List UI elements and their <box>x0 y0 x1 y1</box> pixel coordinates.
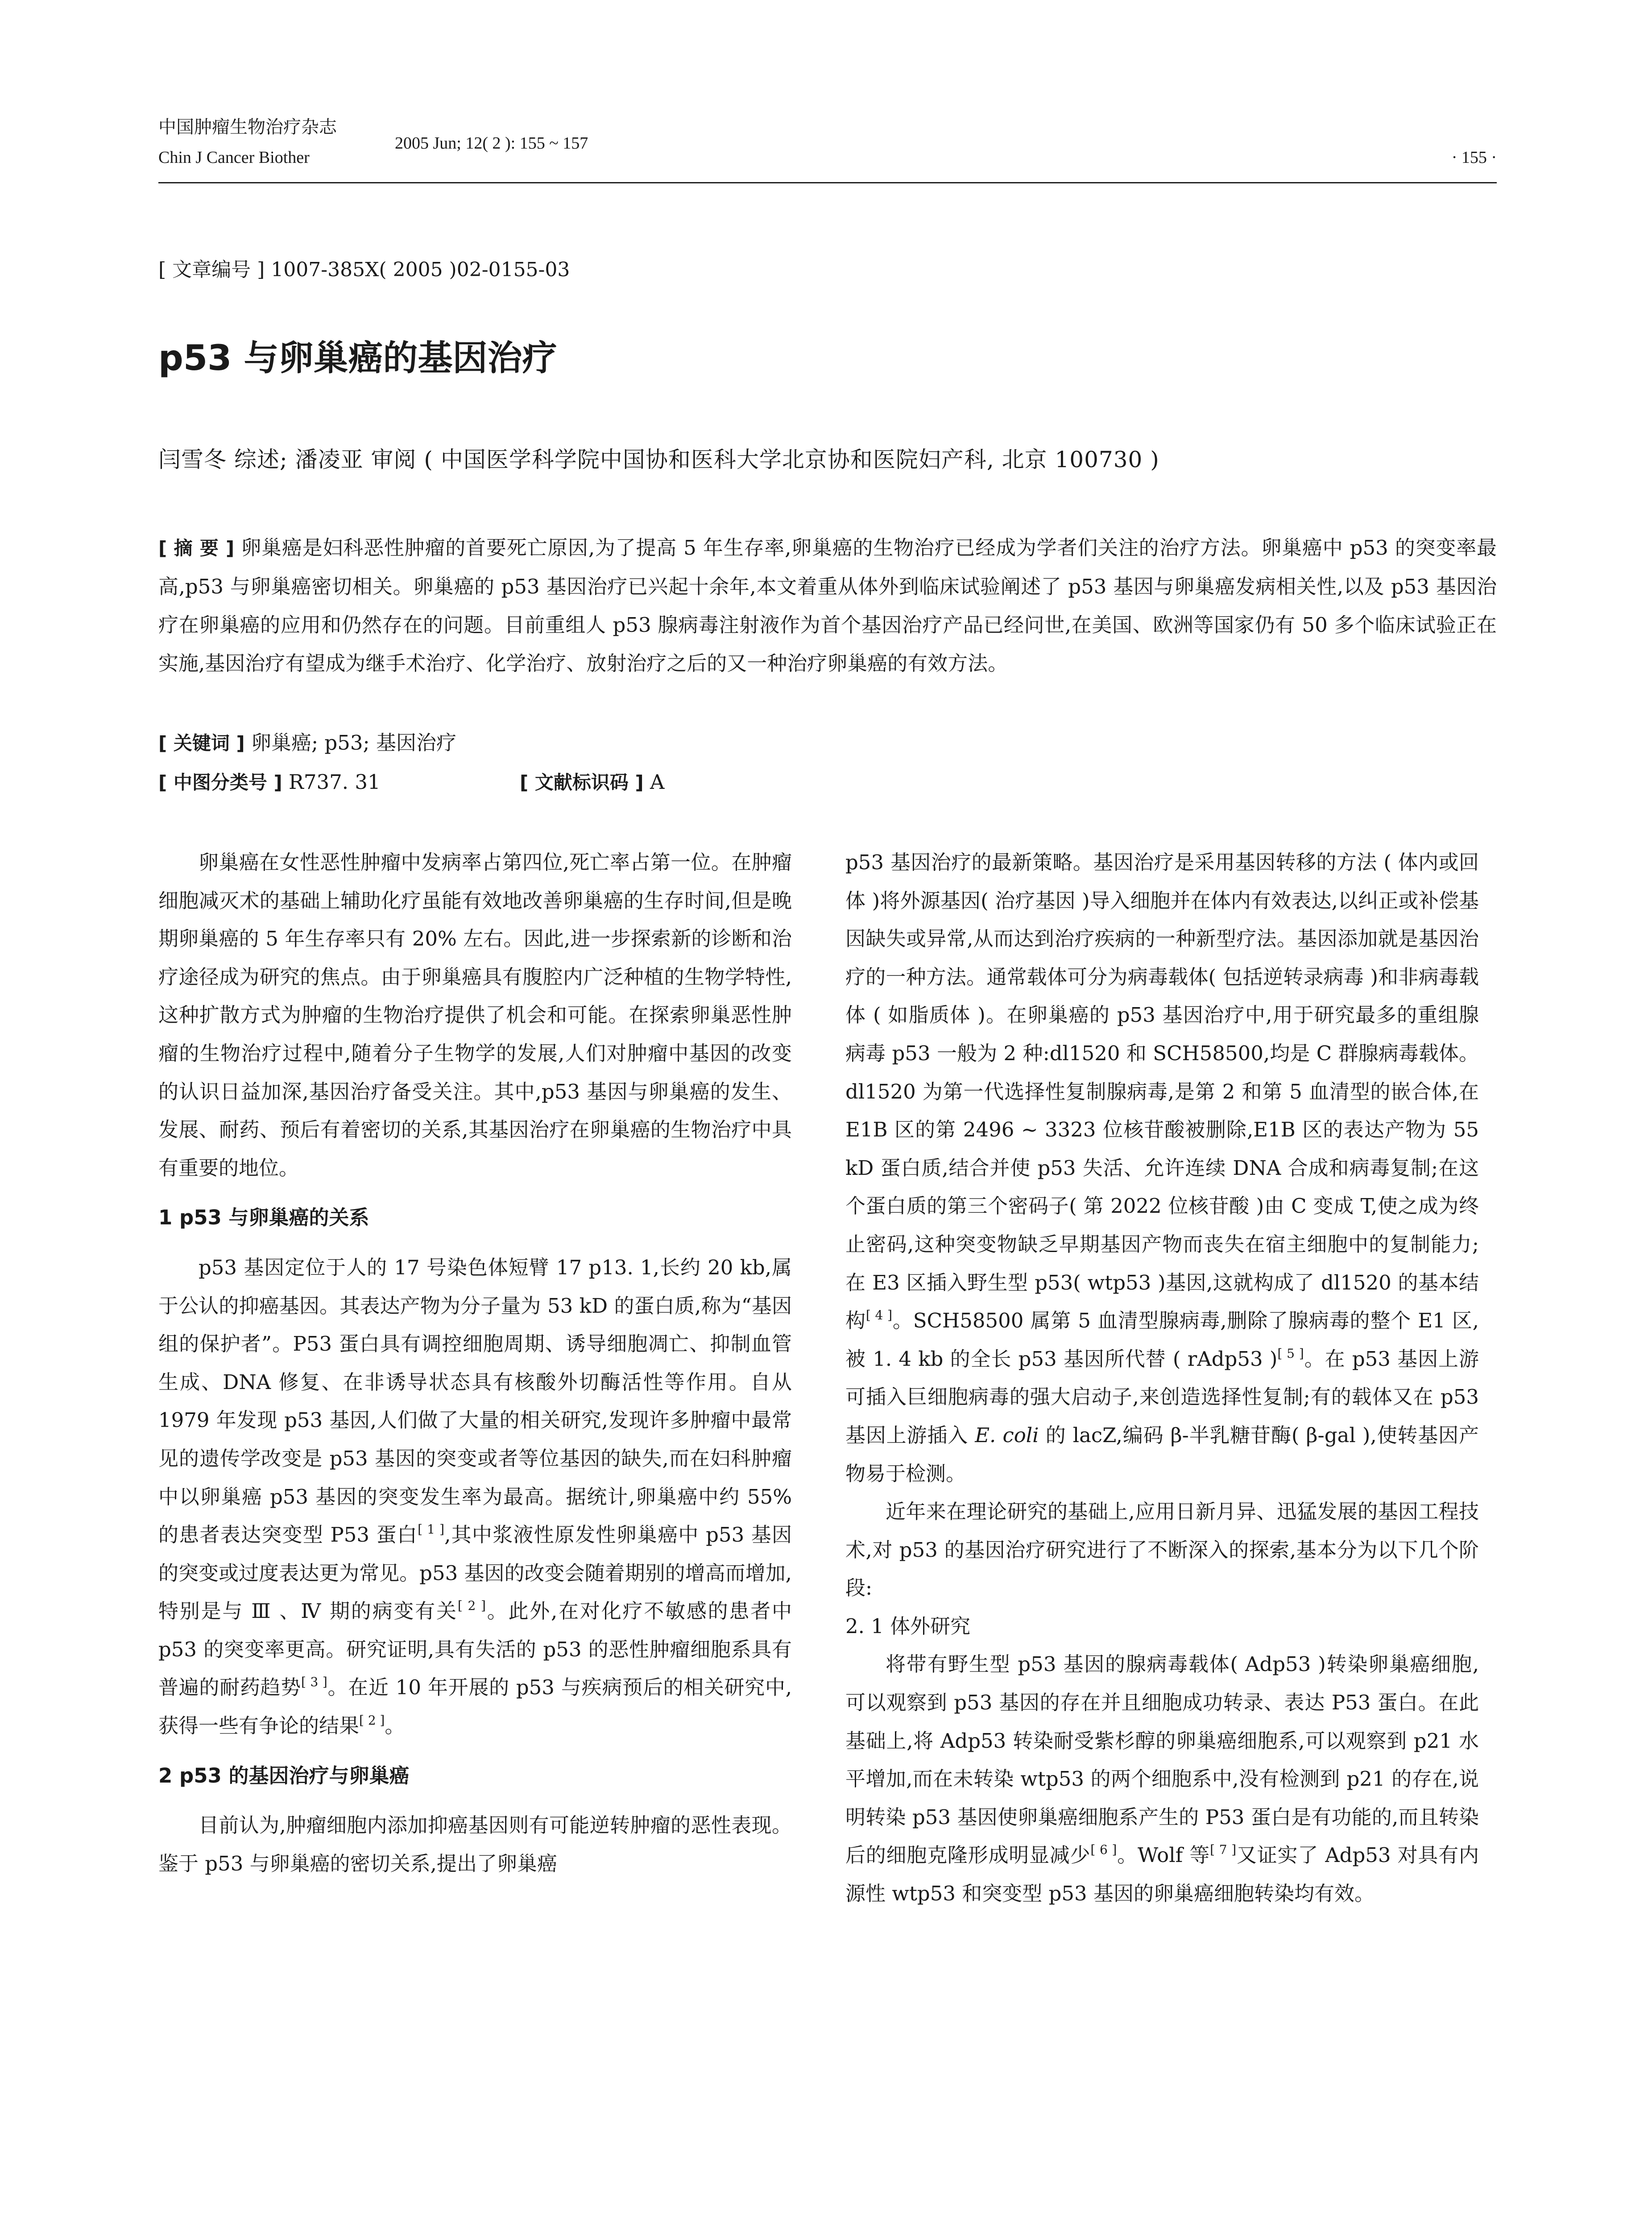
citation: [ 2 ] <box>359 1713 385 1728</box>
journal-title-en: Chin J Cancer Biother <box>158 148 310 167</box>
paragraph: 目前认为,肿瘤细胞内添加抑癌基因则有可能逆转肿瘤的恶性表现。鉴于 p53 与卵巢癌的密切关系,提出了卵巢癌 <box>158 1813 792 1875</box>
paragraph: p53 基因治疗的最新策略。基因治疗是采用基因转移的方法 ( 体内或回体 )将外源基因( 治疗基因 )导入细胞并在体内有效表达,以纠正或补偿基因缺失或异常,从而达到治疗疾病的一种新型疗法。基因添加就是基因治疗的一种方法。通常载体可分为病毒载体( 包括逆转录病毒 )和非病毒载体 ( 如脂质体 )。在卵巢癌的 p53 基因治疗中,用于研究最多的重组腺病毒 p53 一般为 2 种:dl1520 和 SCH58500,均是 C 群腺病毒载体。dl1520 为第一代选择性复制腺病毒,是第 2 和第 5 血清型的嵌合体,在 E1B 区的第 2496 ~ 3323 位核苷酸被删除,E1B 区的表达产物为 55 kD 蛋白质,结合并使 p53 失活、允许连续 DNA 合成和病毒复制;在这个蛋白质的第三个密码子( 第 2022 位核苷酸 )由 C 变成 T,使之成为终止密码,这种突变物缺乏早期基因产物而丧失在宿主细胞中的复制能力;在 E3 区插入野生型 p53( wtp53 )基因,这就构成了 dl1520 的基本结构[ 4 ]。SCH58500 属第 5 血清型腺病毒,删除了腺病毒的整个 E1 区,被 1. 4 kb 的全长 p53 基因所代替 ( rAdp53 )[ 5 ]。在 p53 基因上游可插入巨细胞病毒的强大启动子,来创造选择性复制;有的载体又在 p53 基因上游插入 E. coli 的 lacZ,编码 β-半乳糖苷酶( β-gal ),使转基因产物易于检测。 <box>845 850 1479 1485</box>
doc-code-value: A <box>650 770 665 794</box>
author-line: 闫雪冬 综述; 潘凌亚 审阅 ( 中国医学科学院中国协和医科大学北京协和医院妇产科, 北京 100730 ) <box>158 447 1159 473</box>
abstract-label: [ 摘 要 ] <box>158 537 235 559</box>
citation: [ 2 ] <box>457 1598 486 1613</box>
doc-code <box>520 767 664 798</box>
section-heading: 2 p53 的基因治疗与卵巢癌 <box>158 1763 410 1787</box>
paragraph: 卵巢癌在女性恶性肿瘤中发病率占第四位,死亡率占第一位。在肿瘤细胞减灭术的基础上辅助化疗虽能有效地改善卵巢癌的生存时间,但是晚期卵巢癌的 5 年生存率只有 20% 左右。因此,进一步探索新的诊断和治疗途径成为研究的焦点。由于卵巢癌具有腹腔内广泛种植的生物学特性,这种扩散方式为肿瘤的生物治疗提供了机会和可能。在探索卵巢恶性肿瘤的生物治疗过程中,随着分子生物学的发展,人们对肿瘤中基因的改变的认识日益加深,基因治疗备受关注。其中,p53 基因与卵巢癌的发生、发展、耐药、预后有着密切的关系,其基因治疗在卵巢癌的生物治疗中具有重要的地位。 <box>158 850 792 1180</box>
subsection-heading: 2. 1 体外研究 <box>845 1614 971 1638</box>
citation: [ 7 ] <box>1210 1842 1237 1858</box>
running-header <box>158 114 1497 181</box>
doc-code-label: [ 文献标识码 ] <box>520 771 644 793</box>
citation: [ 4 ] <box>865 1308 893 1323</box>
page-number: · 155 · <box>1451 148 1497 167</box>
body-column-right <box>845 843 1479 1913</box>
paragraph: 近年来在理论研究的基础上,应用日新月异、迅猛发展的基因工程技术,对 p53 的基因治疗研究进行了不断深入的探索,基本分为以下几个阶段: <box>845 1500 1479 1600</box>
clc-label: [ 中图分类号 ] <box>158 771 282 793</box>
header-divider <box>158 182 1497 183</box>
clc-value: R737. 31 <box>288 770 381 794</box>
citation: [ 3 ] <box>301 1675 327 1690</box>
body-column-left <box>158 843 792 1883</box>
italic-term: E. coli <box>975 1423 1039 1447</box>
issue-info: 2005 Jun; 12( 2 ): 155 ~ 157 <box>395 134 588 153</box>
abstract-text: 卵巢癌是妇科恶性肿瘤的首要死亡原因,为了提高 5 年生存率,卵巢癌的生物治疗已经成为学者们关注的治疗方法。卵巢癌中 p53 的突变率最高,p53 与卵巢癌密切相关。卵巢癌的 p53 基因治疗已兴起十余年,本文着重从体外到临床试验阐述了 p53 基因与卵巢癌发病相关性,以及 p53 基因治疗在卵巢癌的应用和仍然存在的问题。目前重组人 p53 腺病毒注射液作为首个基因治疗产品已经问世,在美国、欧洲等国家仍有 50 多个临床试验正在实施,基因治疗有望成为继手术治疗、化学治疗、放射治疗之后的又一种治疗卵巢癌的有效方法。 <box>158 536 1497 675</box>
citation: [ 5 ] <box>1277 1346 1304 1361</box>
article-number: [ 文章编号 ] 1007-385X( 2005 )02-0155-03 <box>158 258 570 281</box>
keywords-text: 卵巢癌; p53; 基因治疗 <box>251 731 456 755</box>
citation: [ 6 ] <box>1090 1842 1117 1858</box>
classification-line <box>158 767 1497 798</box>
paragraph: 将带有野生型 p53 基因的腺病毒载体( Adp53 )转染卵巢癌细胞,可以观察到 p53 基因的存在并且细胞成功转录、表达 P53 蛋白。在此基础上,将 Adp53 转染耐受紫杉醇的卵巢癌细胞系,可以观察到 p21 水平增加,而在未转染 wtp53 的两个细胞系中,没有检测到 p21 的存在,说明转染 p53 基因使卵巢癌细胞系产生的 P53 蛋白是有功能的,而且转染后的细胞克隆形成明显减少[ 6 ]。Wolf 等[ 7 ]又证实了 Adp53 对具有内源性 wtp53 和突变型 p53 基因的卵巢癌细胞转染均有效。 <box>845 1652 1479 1906</box>
article-title: p53 与卵巢癌的基因治疗 <box>158 338 557 378</box>
section-heading: 1 p53 与卵巢癌的关系 <box>158 1206 369 1230</box>
citation: [ 1 ] <box>418 1522 445 1537</box>
journal-title-cn: 中国肿瘤生物治疗杂志 <box>158 117 337 137</box>
abstract <box>158 529 1497 683</box>
paragraph: p53 基因定位于人的 17 号染色体短臂 17 p13. 1,长约 20 kb,属于公认的抑癌基因。其表达产物为分子量为 53 kD 的蛋白质,称为“基因组的保护者”。P53 蛋白具有调控细胞周期、诱导细胞凋亡、抑制血管生成、DNA 修复、在非诱导状态具有核酸外切酶活性等作用。自从 1979 年发现 p53 基因,人们做了大量的相关研究,发现许多肿瘤中最常见的遗传学改变是 p53 基因的突变或者等位基因的缺失,而在妇科肿瘤中以卵巢癌 p53 基因的突变发生率为最高。据统计,卵巢癌中约 55% 的患者表达突变型 P53 蛋白[ 1 ],其中浆液性原发性卵巢癌中 p53 基因的突变或过度表达更为常见。p53 基因的改变会随着期别的增高而增加,特别是与 Ⅲ 、Ⅳ 期的病变有关[ 2 ]。此外,在对化疗不敏感的患者中 p53 的突变率更高。研究证明,具有失活的 p53 的恶性肿瘤细胞系具有普遍的耐药趋势[ 3 ]。在近 10 年开展的 p53 与疾病预后的相关研究中,获得一些有争论的结果[ 2 ]。 <box>158 1255 792 1738</box>
keywords-label: [ 关键词 ] <box>158 732 245 754</box>
keywords <box>158 727 1497 759</box>
